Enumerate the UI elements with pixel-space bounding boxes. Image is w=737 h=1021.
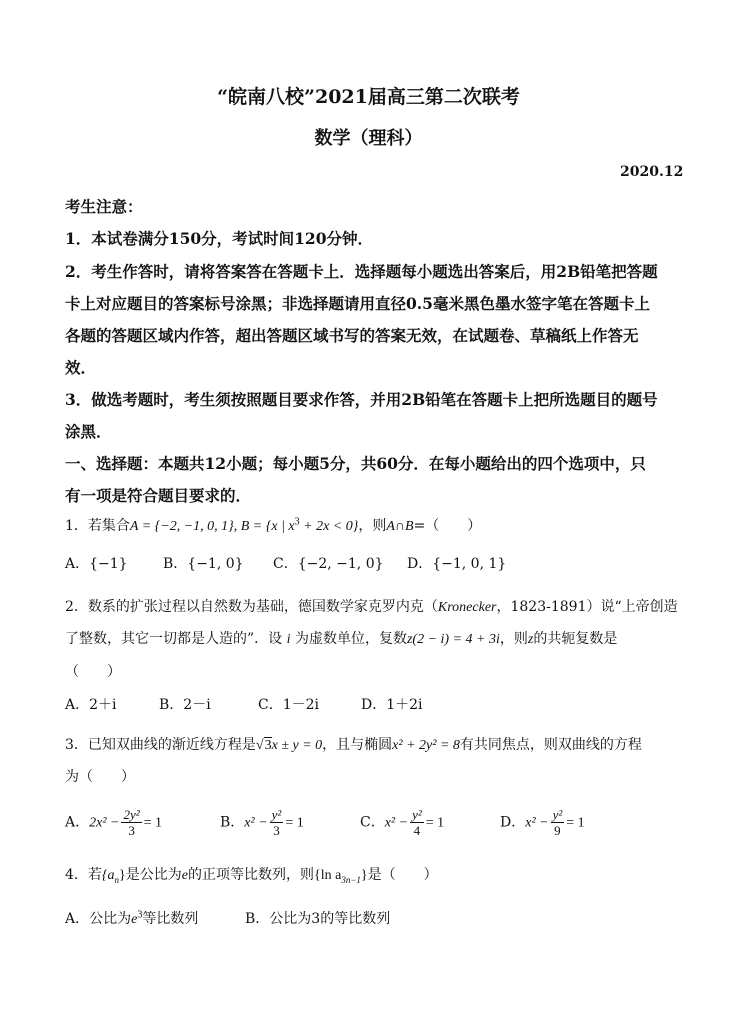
q4-seq-close: } (119, 868, 126, 883)
q3-option-c[interactable] (360, 807, 444, 838)
q1-option-a[interactable]: A．{−1} (65, 556, 128, 572)
section-1-line-1: 一、选择题：本题共12小题；每小题5分，共60分．在每小题给出的四个选项中，只 (65, 454, 646, 473)
q4-ln-close: } (360, 868, 368, 883)
q1-option-d[interactable]: D．{−1, 0, 1} (407, 556, 507, 572)
q3-option-c-equals: = 1 (425, 815, 445, 831)
question-4-stem: 4．若$\{a_n\}$是公比为e的正项等比数列，则{ln $a_{3n-1}$}是（ ） (65, 867, 438, 885)
q3-line1-mid: ，且与椭圆 (322, 737, 393, 753)
exam-subtitle: 数学（理科） (314, 128, 423, 149)
q3-option-b-den: 3 (273, 823, 280, 838)
exam-title: “皖南八校”2021届高三第二次联考 (217, 86, 520, 108)
q3-option-a[interactable] (65, 807, 162, 838)
q2-z: z (527, 632, 534, 647)
notice-item-2-line-2: 卡上对应题目的答案标号涂黑；非选择题请用直径0.5毫米黑色墨水签字笔在答题卡上 (65, 294, 650, 313)
q2-equation: z(2 − i) = 4 + 3i (406, 632, 500, 647)
q3-option-b[interactable] (220, 807, 304, 838)
q3-line1-prefix: 3．已知双曲线的渐近线方程是 (65, 737, 256, 753)
exam-date: 2020.12 (620, 164, 684, 180)
question-2-line-1 (65, 596, 678, 616)
q3-option-c-num: y² (412, 807, 422, 822)
q3-option-b-fraction (270, 807, 284, 838)
question-2-line-3: （ ） (65, 664, 121, 680)
q3-option-c-first: x² − (384, 815, 409, 831)
q4-option-a-e: e (131, 912, 138, 927)
q3-option-c-den: 4 (413, 823, 421, 838)
q3-sqrt-radicand: 3 (264, 738, 272, 753)
q4-ln-seq: {ln a (313, 868, 342, 883)
notice-item-2-line-1: 2．考生作答时，请将答案答在答题卡上．选择题每小题选出答案后，用2B铅笔把答题 (65, 262, 658, 281)
q4-option-a[interactable]: A．公比为$e^3$等比数列 (65, 909, 199, 927)
q3-option-a-den: 3 (128, 823, 135, 838)
q3-option-c-fraction (410, 807, 424, 838)
question-2-line-2 (65, 628, 617, 648)
q3-line1-end: 有共同焦点，则双曲线的方程 (459, 737, 642, 753)
q3-option-a-fraction (121, 807, 141, 838)
q3-ellipse: x² + 2y² = 8 (392, 738, 460, 753)
q3-option-b-first: x² − (244, 815, 268, 831)
q3-option-a-label: A． (65, 814, 90, 831)
q3-option-d-equals: = 1 (566, 815, 585, 831)
q3-option-d[interactable] (500, 807, 585, 838)
notice-item-2-line-4: 效． (65, 358, 97, 377)
q4-seq: {a (101, 868, 115, 883)
q2-option-c[interactable]: C．1－2i (258, 697, 320, 713)
q4-option-a-suffix: 等比数列 (142, 911, 199, 927)
question-1-stem: 1．若集合A = {−2, −1, 0, 1}, B = {x | $x^3 + 2x < 0$}，则A∩B=（ ） (65, 516, 482, 534)
question-3-line-2: 为（ ） (65, 769, 135, 785)
q2-line2-mid1: 为虚数单位，复数 (294, 631, 407, 647)
q1-prefix: 1．若集合 (65, 518, 130, 534)
q4-ln-sub: 3n−1 (341, 874, 361, 885)
q3-option-d-den: 9 (554, 823, 561, 838)
q1-option-b[interactable]: B．{−1, 0} (163, 556, 244, 572)
q4-e: e (181, 868, 188, 883)
notice-item-3-line-2: 涂黑． (65, 422, 112, 441)
q4-prefix: 4．若 (65, 867, 102, 883)
q2-line2-mid2: ，则 (499, 631, 528, 647)
q2-option-a[interactable]: A．2＋i (65, 697, 117, 713)
q3-option-a-first: 2x² − (89, 815, 120, 831)
q3-option-d-num: y² (552, 807, 563, 822)
question-3-line-1 (65, 734, 642, 754)
section-1-line-2: 有一项是符合题目要求的． (65, 486, 252, 505)
q1-intersection: A∩B (386, 519, 414, 534)
q1-sets: A = {−2, −1, 0, 1}, B = {x | x (129, 519, 295, 534)
q1-set-b-tail: + 2x < 0} (299, 519, 359, 534)
q4-mid: 是公比为 (125, 867, 182, 883)
notice-item-2-line-3: 各题的答题区域内作答，超出答题区域书写的答案无效，在试题卷、草稿纸上作答无 (65, 326, 639, 345)
q3-option-b-label: B． (220, 814, 245, 831)
q4-option-b[interactable]: B．公比为3的等比数列 (245, 911, 391, 927)
q3-option-a-num: 2y² (123, 807, 140, 822)
q2-line1-prefix: 2．数系的扩张过程以自然数为基础，德国数学家克罗内克（ (65, 599, 438, 615)
q2-name: Kronecker (437, 600, 497, 615)
q3-option-a-equals: = 1 (143, 815, 163, 831)
q3-asymptote: x ± y = 0 (271, 738, 323, 753)
q3-option-b-num: y² (271, 807, 282, 822)
q2-line2-end: 的共轭复数是 (533, 631, 618, 647)
q1-option-c[interactable]: C．{−2, −1, 0} (273, 556, 384, 572)
q1-end: =（ ） (413, 518, 482, 534)
q4-option-a-prefix: A．公比为 (65, 911, 132, 927)
q3-option-d-fraction (551, 807, 565, 838)
q3-option-d-label: D． (500, 814, 526, 831)
q3-option-c-label: C． (360, 814, 385, 831)
q4-end: 是（ ） (367, 867, 438, 883)
q3-option-d-first: x² − (525, 815, 549, 831)
notice-item-3-line-1: 3．做选考题时，考生须按照题目要求作答，并用2B铅笔在答题卡上把所选题目的题号 (65, 390, 658, 409)
q2-i: i (286, 632, 291, 647)
q1-suffix: ，则 (358, 518, 387, 534)
sqrt-icon: √ (255, 738, 264, 753)
q3-option-b-equals: = 1 (285, 815, 304, 831)
q2-option-d[interactable]: D．1＋2i (361, 697, 423, 713)
q2-option-b[interactable]: B．2－i (159, 697, 211, 713)
notice-heading: 考生注意： (65, 197, 143, 216)
q4-mid2: 的正项等比数列，则 (187, 867, 314, 883)
notice-item-1: 1．本试卷满分150分，考试时间120分钟． (65, 229, 373, 248)
q2-line1-suffix: ，1823-1891）说“上帝创造 (496, 599, 678, 615)
q2-line2-prefix: 了整数，其它一切都是人造的”．设 (65, 631, 283, 647)
